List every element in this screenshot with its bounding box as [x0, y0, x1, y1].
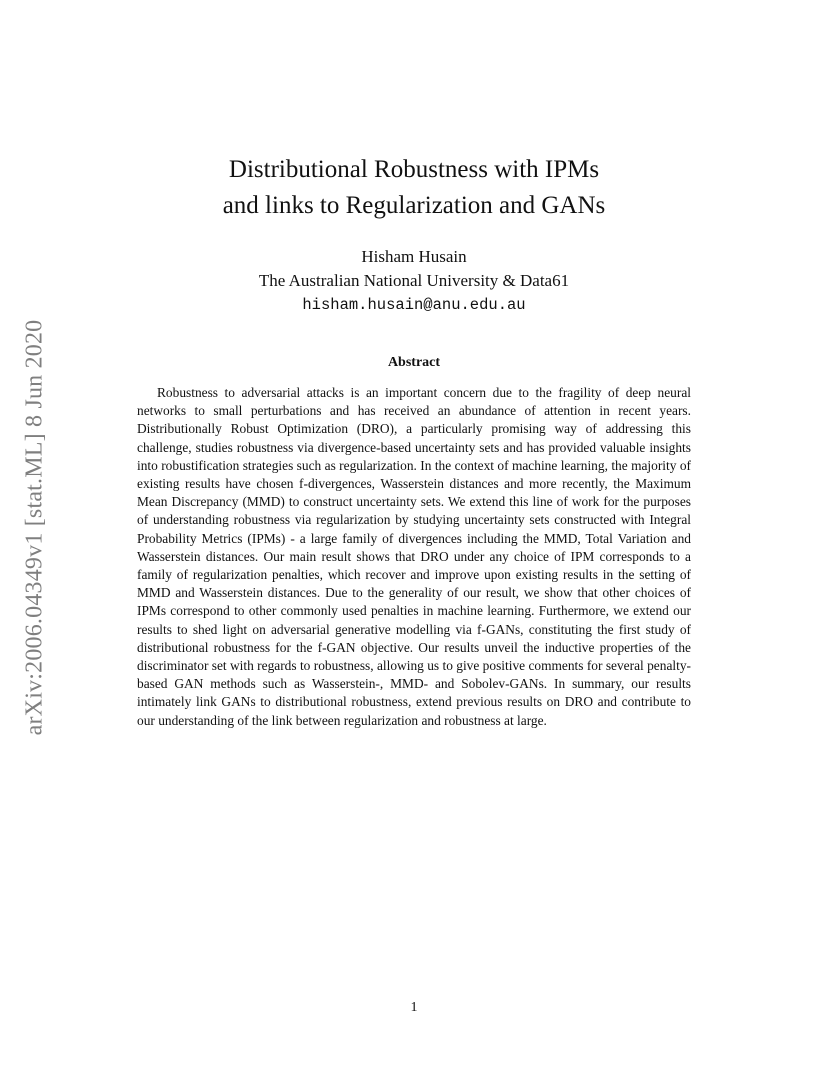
author-affiliation: The Australian National University & Data61 — [258, 271, 570, 290]
page-number: 1 — [410, 1000, 418, 1015]
paper-title-line-2: and links to Regularization and GANs — [222, 192, 606, 219]
author-block — [0, 245, 828, 317]
abstract-body: Robustness to adversarial attacks is an important concern due to the fragility of deep neural networks to small perturbations and has received an abundance of attention in recent years. Distributionally Robust Optimization (DRO), a particularly promising way of addressing this challenge, studies robustness via divergence-based uncertainty sets and has provided valuable insights into robustification strategies such as regularization. In the context of machine learning, the majority of existing results have chosen f-divergences, Wasserstein distances and more recently, the Maximum Mean Discrepancy (MMD) to construct uncertainty sets. We extend this line of work for the purposes of understanding robustness via regularization by studying uncertainty sets constructed with Integral Probability Metrics (IPMs) - a large family of divergences including the MMD, Total Variation and Wasserstein distances. Our main result shows that DRO under any choice of IPM corresponds to a family of regularization penalties, which recover and improve upon existing results in the setting of MMD and Wasserstein distances. Due to the generality of our result, we show that other choices of IPMs correspond to other commonly used penalties in machine learning. Furthermore, we extend our results to shed light on adversarial generative modelling via f-GANs, constituting the first study of distributional robustness for the f-GAN objective. Our results unveil the inductive properties of the discriminator set with regards to robustness, allowing us to give positive comments for several penalty-based GAN methods such as Wasserstein-, MMD- and Sobolev-GANs. In summary, our results intimately link GANs to distributional robustness, extend previous results on DRO and contribute to our understanding of the link between regularization and robustness at large. — [137, 385, 691, 728]
arxiv-identifier-text: arXiv:2006.04349v1 [stat.ML] 8 Jun 2020 — [21, 319, 48, 735]
paper-title-line-1: Distributional Robustness with IPMs — [228, 156, 600, 183]
abstract-heading: Abstract — [387, 355, 441, 370]
paper-title — [0, 152, 828, 224]
author-email: hisham.husain@anu.edu.au — [302, 296, 526, 314]
author-name: Hisham Husain — [361, 247, 467, 266]
